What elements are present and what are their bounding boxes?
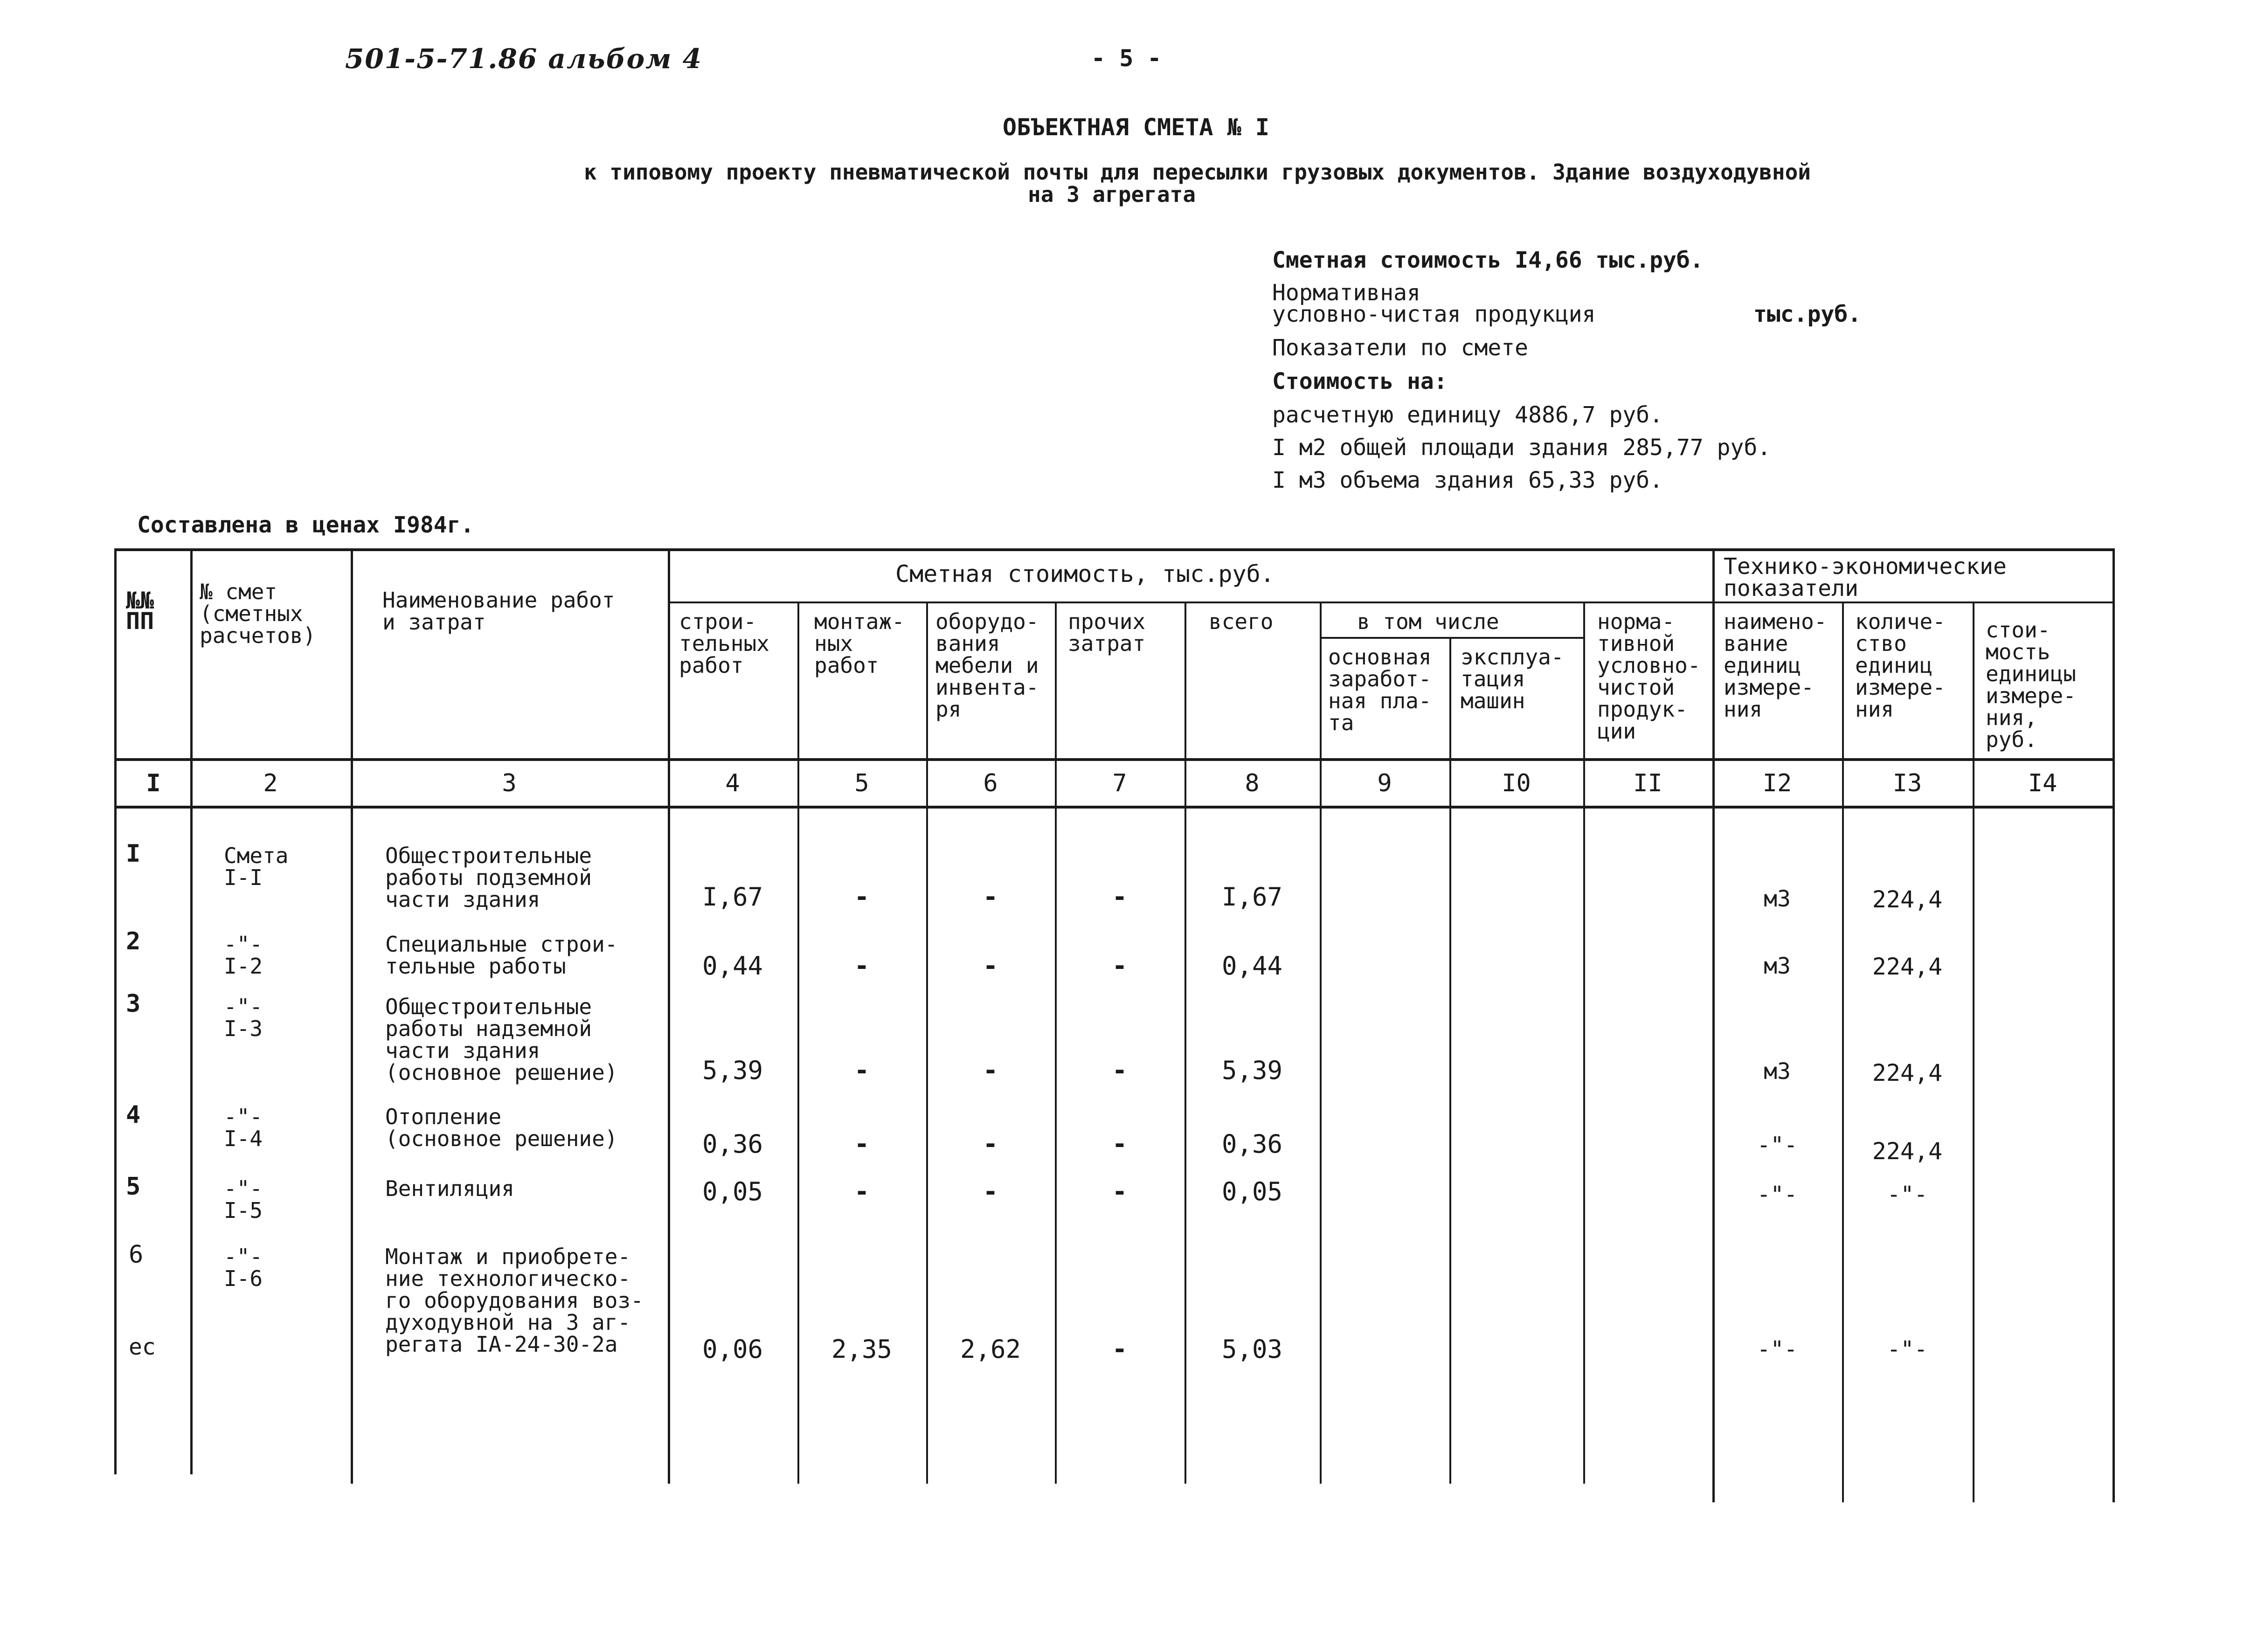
col-line-0 [114, 548, 117, 1474]
incl-group-divider [1320, 637, 1583, 639]
row-number: I [126, 840, 141, 868]
table-top-border [114, 548, 2115, 551]
summary-normative-label: Нормативная [1272, 280, 1420, 306]
col-line-8 [1320, 601, 1322, 1484]
row-c8: I,67 [1221, 882, 1283, 912]
header-col-13: количе- ство единиц измере- ния [1855, 609, 1946, 722]
row-number: 5 [126, 1173, 141, 1201]
header-bottom-border [114, 758, 2115, 761]
row-c8: 0,36 [1221, 1129, 1283, 1159]
row-name: Общестроительные работы надземной части здания (основное решение) [385, 994, 618, 1085]
row-estimate: -"- I-5 [224, 1176, 263, 1223]
row-c7: - [1112, 951, 1128, 981]
colnum-bottom-border [114, 806, 2115, 809]
colnum-2: 2 [263, 769, 278, 797]
row-c8: 0,44 [1221, 951, 1283, 981]
cost-group-divider [668, 601, 1712, 603]
row-number: 3 [126, 990, 141, 1018]
row-c12: м3 [1764, 886, 1791, 912]
row-number: 2 [126, 927, 141, 955]
header-col-8: всего [1209, 609, 1274, 634]
document-title: ОБЪЕКТНАЯ СМЕТА № I [1003, 114, 1269, 141]
col-line-1 [190, 548, 193, 1474]
row-c4: 0,44 [702, 951, 763, 981]
row-number: 4 [126, 1101, 141, 1129]
colnum-7: 7 [1112, 769, 1127, 797]
colnum-13: I3 [1892, 769, 1922, 797]
row-c13: 224,4 [1872, 1138, 1943, 1165]
document-code: 501-5-71.86 альбом 4 [345, 43, 702, 75]
header-tech-group: Технико-экономические показатели [1724, 553, 2007, 601]
page-number: - 5 - [1091, 45, 1162, 72]
colnum-8: 8 [1245, 769, 1260, 797]
row-c13: 224,4 [1872, 953, 1943, 980]
colnum-3: 3 [502, 769, 517, 797]
col-line-2 [351, 548, 353, 1484]
tech-group-divider [1712, 601, 2115, 603]
row-c5: - [854, 951, 870, 981]
row-c6: - [983, 1177, 998, 1206]
colnum-11: II [1633, 769, 1662, 797]
header-col-9: основная заработ- ная пла- та [1328, 644, 1432, 735]
prices-note: Составлена в ценах I984г. [137, 512, 474, 538]
row-estimate: -"- I-3 [224, 994, 263, 1041]
row-c13: 224,4 [1872, 886, 1943, 913]
colnum-10: I0 [1502, 769, 1531, 797]
header-col-2: № смет (сметных расчетов) [200, 579, 316, 648]
col-line-9 [1449, 637, 1451, 1484]
row-c12: -"- [1757, 1182, 1798, 1208]
header-col-6: оборудо- вания мебели и инвента- ря [935, 609, 1039, 722]
row-c5: - [854, 882, 870, 912]
row-c7: - [1112, 1334, 1128, 1364]
row-name: Общестроительные работы подземной части здания [385, 843, 592, 912]
row-c4: I,67 [702, 882, 763, 912]
row-c8: 0,05 [1221, 1177, 1283, 1206]
header-col-14: стои- мость единицы измере- ния, руб. [1986, 617, 2076, 752]
summary-per-unit: расчетную единицу 4886,7 руб. [1272, 402, 1663, 428]
row-c5: - [854, 1056, 870, 1085]
colnum-12: I2 [1762, 769, 1792, 797]
row-c4: 0,36 [702, 1129, 763, 1159]
row-estimate: -"- I-4 [224, 1104, 263, 1151]
colnum-9: 9 [1377, 769, 1392, 797]
row-estimate: -"- I-6 [224, 1244, 263, 1291]
header-col-12: наимено- вание единиц измере- ния [1724, 609, 1827, 722]
row-c4: 0,06 [702, 1334, 763, 1364]
row-c12: -"- [1757, 1336, 1798, 1362]
header-col-3: Наименование работ и затрат [382, 588, 615, 635]
row-c6: - [983, 951, 998, 981]
header-col-4: строи- тельных работ [679, 609, 769, 678]
header-cost-group: Сметная стоимость, тыс.руб. [895, 560, 1274, 588]
row-name: Вентиляция [385, 1176, 514, 1201]
header-col-5: монтаж- ных работ [814, 609, 905, 678]
summary-cost: Сметная стоимость I4,66 тыс.руб. [1272, 247, 1704, 273]
summary-per-m3: I м3 объема здания 65,33 руб. [1272, 467, 1663, 493]
colnum-6: 6 [983, 769, 998, 797]
colnum-1: I [146, 769, 161, 797]
row-estimate: Смета I-I [224, 843, 289, 890]
row-c7: - [1112, 882, 1128, 912]
col-line-14 [2113, 548, 2115, 1502]
row-c7: - [1112, 1177, 1128, 1206]
row-estimate: -"- I-2 [224, 932, 263, 979]
document-subtitle-line1: к типовому проекту пневматической почты для пересылки грузовых документов. Здание воздуходувной [584, 159, 1811, 185]
row-c12: -"- [1757, 1132, 1798, 1158]
col-line-12 [1842, 601, 1844, 1502]
row-c7: - [1112, 1056, 1128, 1085]
row-name: Отопление (основное решение) [385, 1104, 618, 1151]
row-c8: 5,39 [1221, 1056, 1283, 1085]
header-col-11: норма- тивной условно- чистой продук- ции [1597, 609, 1701, 744]
header-col-1: №№ ПП [126, 587, 154, 635]
summary-indicators: Показатели по смете [1272, 335, 1529, 361]
row-c8: 5,03 [1221, 1334, 1283, 1364]
colnum-4: 4 [725, 769, 740, 797]
row-c13: -"- [1887, 1336, 1928, 1362]
row-c6: 2,62 [960, 1334, 1021, 1364]
document-subtitle-line2: на 3 агрегата [1028, 182, 1196, 207]
row-c5: - [854, 1177, 870, 1206]
header-col-10: эксплуа- тация машин [1461, 644, 1564, 713]
row-c6: - [983, 1056, 998, 1085]
summary-cost-per: Стоимость на: [1272, 368, 1448, 394]
row-c4: 5,39 [702, 1056, 763, 1085]
summary-product-label: условно-чистая продукция [1272, 301, 1596, 327]
row-c12: м3 [1764, 953, 1791, 979]
header-incl-group: в том числе [1357, 609, 1499, 634]
row-c5: 2,35 [831, 1334, 893, 1364]
row-c6: - [983, 882, 998, 912]
summary-product-unit: тыс.руб. [1753, 301, 1862, 327]
colnum-5: 5 [854, 769, 869, 797]
row-number: 6 [129, 1241, 144, 1269]
row-number-suffix: ес [129, 1334, 156, 1360]
row-c7: - [1112, 1129, 1128, 1159]
col-line-10 [1583, 601, 1585, 1484]
row-name: Монтаж и приобрете- ние технологическо- го оборудования воз- духодувной на 3 аг- регата IA-24-30-2а [385, 1244, 644, 1357]
colnum-14: I4 [2028, 769, 2057, 797]
row-c12: м3 [1764, 1058, 1791, 1085]
row-c6: - [983, 1129, 998, 1159]
row-c5: - [854, 1129, 870, 1159]
row-c13: 224,4 [1872, 1059, 1943, 1086]
summary-per-m2: I м2 общей площади здания 285,77 руб. [1272, 435, 1771, 461]
row-c4: 0,05 [702, 1177, 763, 1206]
row-name: Специальные строи- тельные работы [385, 932, 618, 979]
header-col-7: прочих затрат [1068, 609, 1146, 656]
row-c13: -"- [1887, 1182, 1928, 1208]
col-line-13 [1973, 601, 1974, 1502]
